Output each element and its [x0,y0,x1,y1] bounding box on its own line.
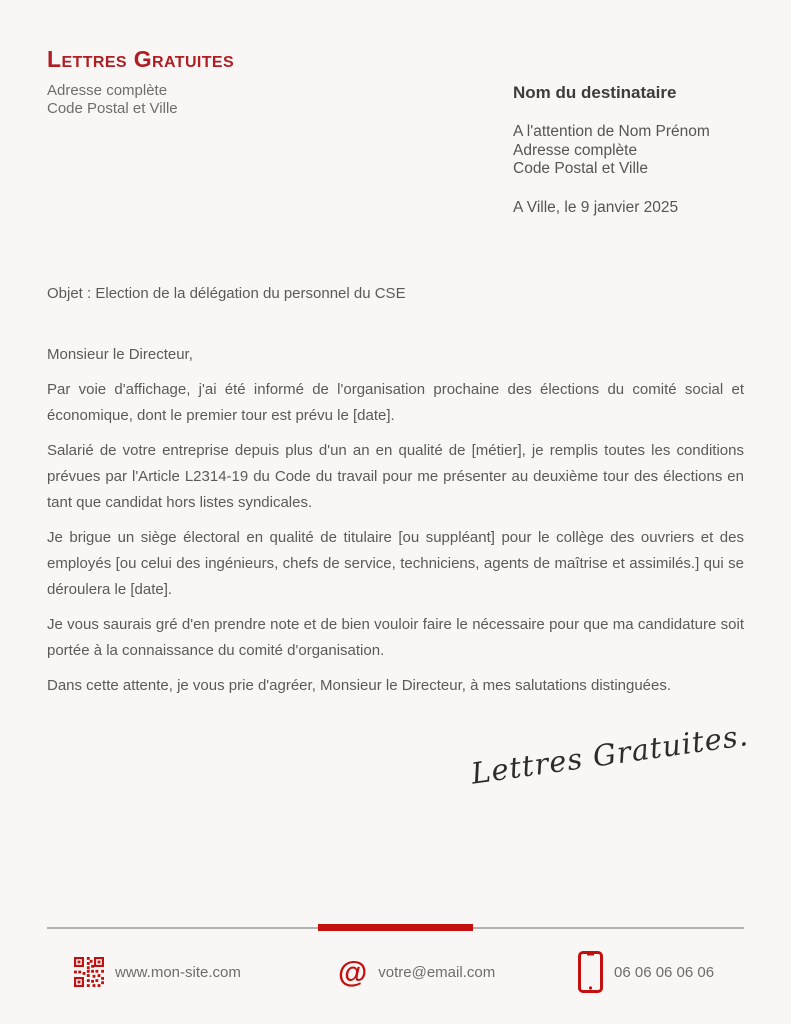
website-link[interactable]: www.mon-site.com [115,963,241,981]
body-paragraph: Par voie d'affichage, j'ai été informé de l'organisation prochaine des élections du comité social et économique, dont le premier tour est prévu le [date]. [47,381,744,424]
subject-line: Objet : Election de la délégation du personnel du CSE [47,285,406,302]
phone-link[interactable]: 06 06 06 06 06 [614,963,715,981]
qr-code-icon [74,957,104,987]
body-paragraph: Salarié de votre entreprise depuis plus d'un an en qualité de [métier], je remplis toutes les conditions prévues par l'Article L2314-19 du Code du travail pour me présenter au deuxième tour des élections en tant que candidat hors listes syndicales. [47,442,744,511]
body-paragraph: Je vous saurais gré d'en prendre note et de bien vouloir faire le nécessaire pour que ma candidature soit portée à la connaissance du comité d'organisation. [47,616,744,659]
signature-script: Lettres Gratuites. [468,718,751,791]
recipient-line-address: Adresse complète [513,141,638,159]
letter-date: A Ville, le 9 janvier 2025 [513,199,679,216]
footer-accent-bar [318,924,473,931]
sender-address-line-1: Adresse complète [47,82,168,99]
letter-body [47,342,744,708]
closing-paragraph: Dans cette attente, je vous prie d'agréer, Monsieur le Directeur, à mes salutations distinguées. [47,677,672,694]
recipient-line-city: Code Postal et Ville [513,160,648,177]
at-sign-icon: @ [338,956,368,989]
sender-address-line-2: Code Postal et Ville [47,100,178,117]
body-paragraph: Je brigue un siège électoral en qualité de titulaire [ou suppléant] pour le collège des ouvriers et des employés [ou celui des ingénieurs, chefs de service, techniciens, agents de maîtrise et assimilés.] qui se déroulera le [date]. [47,529,744,598]
recipient-name: Nom du destinataire [513,83,677,102]
footer-phone-group [578,948,714,996]
salutation: Monsieur le Directeur, [47,346,193,363]
sender-address [47,82,178,118]
brand-logo: Lettres Gratuites [47,46,235,72]
footer-email-group [338,948,495,996]
smartphone-icon [578,951,603,993]
email-link[interactable]: votre@email.com [378,963,496,981]
footer-website-group [74,948,241,996]
recipient-line-attention: A l'attention de Nom Prénom [513,123,710,140]
recipient-block [513,83,763,179]
